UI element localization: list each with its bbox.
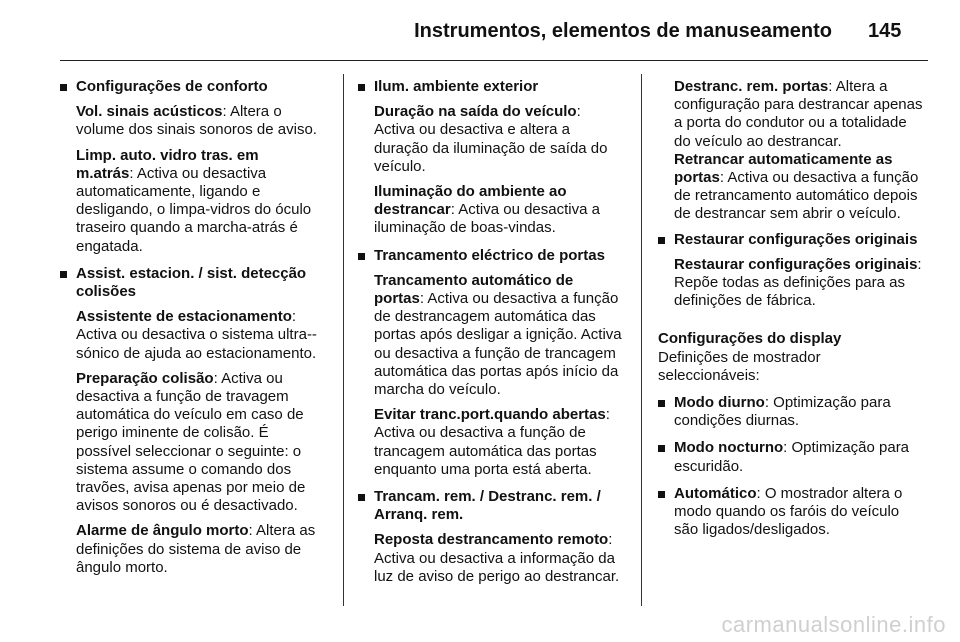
setting-description: : Activa ou desactiva automaticamente, ligando e desligando, o limpa-vidros do óculo traseiro quando a marcha-atrás é engatada. [76, 164, 312, 255]
setting-entry [374, 103, 622, 176]
setting-term: Restaurar configurações originais [674, 255, 918, 273]
continued-entries [658, 78, 924, 224]
bullet-square-icon [658, 491, 665, 498]
setting-description: : Activa ou desactiva a função de retrancamento automático depois de destrancar sem abrir o veículo. [674, 169, 919, 223]
setting-term: Modo nocturno [674, 439, 784, 457]
bullet-square-icon [658, 237, 665, 244]
header-title: Instrumentos, elementos de manuseamento [414, 20, 832, 42]
setting-description: : Activa ou desactiva a informação da luz de aviso de perigo ao destrancar. [374, 531, 620, 585]
setting-entry [374, 406, 622, 479]
setting-description: : Optimização para escuridão. [674, 439, 910, 475]
column-1 [60, 78, 318, 586]
section-title: Configurações do display [658, 330, 842, 348]
list-item [658, 485, 924, 540]
page-number: 145 [868, 20, 902, 42]
setting-term: Alarme de ângulo morto [76, 522, 249, 540]
list-item [658, 439, 924, 475]
setting-term: Retrancar automaticamente as portas [674, 150, 893, 187]
setting-term: Destranc. rem. portas [674, 78, 829, 95]
bullet-square-icon [60, 84, 67, 91]
item-title: Assist. estacion. / sist. detecção colisões [76, 264, 307, 301]
setting-description: : Activa ou desactiva a função de trancagem automática das portas enquanto uma porta está aberta. [374, 406, 610, 478]
setting-entry [76, 308, 318, 363]
setting-term: Duração na saída do veículo [374, 103, 577, 121]
setting-entry [674, 78, 924, 151]
setting-term: Vol. sinais acústicos [76, 103, 223, 121]
setting-description: : Optimização para condições diurnas. [674, 394, 891, 430]
setting-entry [374, 531, 622, 586]
setting-term: Assistente de estacionamento [76, 308, 292, 326]
setting-term: Automático [674, 484, 757, 502]
setting-term: Trancamento automático de portas [374, 271, 574, 308]
setting-term: Preparação colisão [76, 369, 214, 387]
list-item [658, 231, 924, 311]
setting-entry [674, 151, 924, 224]
setting-description: : Repõe todas as definições para as definições de fábrica. [674, 255, 922, 310]
bullet-square-icon [358, 84, 365, 91]
setting-description: : O mostrador altera o modo quando os faróis do veículo são ligados/desligados. [674, 484, 903, 539]
setting-description: : Activa ou desactiva a iluminação de boas-vindas. [374, 201, 600, 237]
watermark: carmanualsonline.info [721, 612, 946, 637]
bullet-square-icon [60, 271, 67, 278]
list-item [358, 247, 622, 479]
bullet-square-icon [358, 253, 365, 260]
list-item [60, 78, 318, 256]
setting-term: Iluminação do ambiente ao destrancar [374, 183, 567, 219]
setting-term: Limp. auto. vidro tras. em m.atrás [76, 146, 259, 182]
setting-entry [374, 272, 622, 399]
item-title: Trancam. rem. / Destranc. rem. / Arranq. rem. [374, 488, 601, 524]
column-2 [358, 78, 622, 595]
list-item [358, 488, 622, 586]
bullet-square-icon [658, 400, 665, 407]
setting-description: : Altera a configuração para destrancar apenas a porta do condutor ou a totalidade do veículo ao destrancar. [674, 78, 923, 150]
setting-description: : Altera o volume dos sinais sonoros de aviso. [76, 103, 317, 139]
section-intro: Definições de mostrador seleccionáveis: [658, 348, 821, 384]
setting-entry [374, 183, 622, 238]
column-3 [658, 78, 924, 548]
setting-entry [76, 522, 318, 577]
setting-term: Reposta destrancamento remoto [374, 531, 609, 549]
header-rule [60, 60, 928, 61]
setting-description: : Activa ou desactiva o sistema ultra--sónico de ajuda ao estacionamento. [76, 308, 317, 362]
column-divider [343, 74, 344, 606]
bullet-square-icon [358, 494, 365, 501]
list-item [658, 394, 924, 430]
setting-description: : Altera as definições do sistema de aviso de ângulo morto. [76, 522, 316, 576]
item-title: Configurações de conforto [76, 78, 268, 95]
item-title: Trancamento eléctrico de portas [374, 246, 605, 264]
item-title: Restaurar configurações originais [674, 230, 918, 248]
setting-description: : Activa ou desactiva e altera a duração da iluminação de saída do veículo. [374, 103, 608, 175]
column-divider [641, 74, 642, 606]
setting-entry [674, 256, 924, 311]
setting-description: : Activa ou desactiva a função de travagem automática do veículo em caso de perigo iminente de colisão. É possível seleccionar o seguinte: o sistema assume o comando dos travões, avisa apenas por meio de avisos sonoros ou é desactivado. [76, 369, 306, 515]
setting-entry [76, 370, 318, 516]
list-item [60, 265, 318, 577]
setting-entry [76, 103, 318, 139]
bullet-square-icon [658, 445, 665, 452]
setting-entry [76, 147, 318, 256]
setting-description: : Activa ou desactiva a função de destrancagem automática das portas após desligar a ignição. Activa ou desactiva a função de trancagem automática das portas após início da marcha do veículo. [374, 290, 622, 399]
setting-term: Evitar tranc.port.quando abertas [374, 406, 606, 424]
list-item [358, 78, 622, 238]
setting-term: Modo diurno [674, 394, 765, 412]
item-title: Ilum. ambiente exterior [374, 78, 539, 95]
